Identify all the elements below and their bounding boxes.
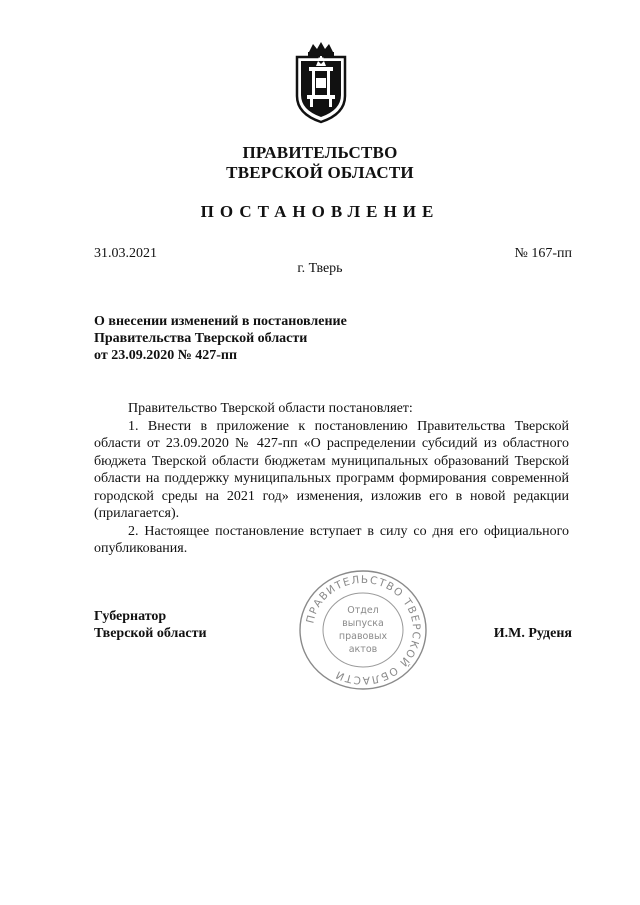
subject-line1: О внесении изменений в постановление — [94, 314, 347, 329]
body-item-2: 2. Настоящее постановление вступает в силу со дня его официального опубликования. — [94, 523, 569, 556]
document-type: ПОСТАНОВЛЕНИЕ — [200, 202, 440, 221]
subject-line2: Правительства Тверской области — [94, 331, 308, 346]
subject-line3: от 23.09.2020 № 427-пп — [94, 348, 238, 363]
document-date: 31.03.2021 — [94, 246, 157, 261]
signatory-name: И.М. Руденя — [493, 626, 572, 641]
svg-text:ПРАВИТЕЛЬСТВО ТВЕРСКОЙ ОБЛАСТИ — [304, 574, 422, 686]
stamp-center-line: правовых — [338, 631, 388, 642]
signatory-title-line2: Тверской области — [94, 626, 207, 641]
document-number: № 167-пп — [514, 246, 572, 261]
organization-name-line2: ТВЕРСКОЙ ОБЛАСТИ — [226, 163, 414, 182]
signatory-title-line1: Губернатор — [94, 609, 167, 624]
stamp-center-line: Отдел — [347, 605, 379, 616]
coat-of-arms-icon — [291, 40, 351, 124]
stamp-center-line: выпуска — [342, 618, 384, 629]
organization-name-line1: ПРАВИТЕЛЬСТВО — [242, 143, 398, 162]
body-item-1: 1. Внести в приложение к постановлению Правительства Тверской области от 23.09.2020 № 427-пп «О распределении субсидий из областного бюджета Тверской области бюджетам муниципальных образований Тверской области на поддержку муниципальных программ формирования современной городской среды на 2021 год» изменения, изложив его в новой редакции (прилагается). — [94, 418, 569, 521]
stamp-ring-text: ПРАВИТЕЛЬСТВО ТВЕРСКОЙ ОБЛАСТИ — [304, 573, 423, 687]
body-intro: Правительство Тверской области постановляет: — [128, 401, 413, 416]
stamp-center-line: актов — [348, 644, 378, 655]
official-stamp — [296, 567, 430, 693]
document-city: г. Тверь — [297, 261, 343, 276]
document-body — [94, 400, 569, 558]
